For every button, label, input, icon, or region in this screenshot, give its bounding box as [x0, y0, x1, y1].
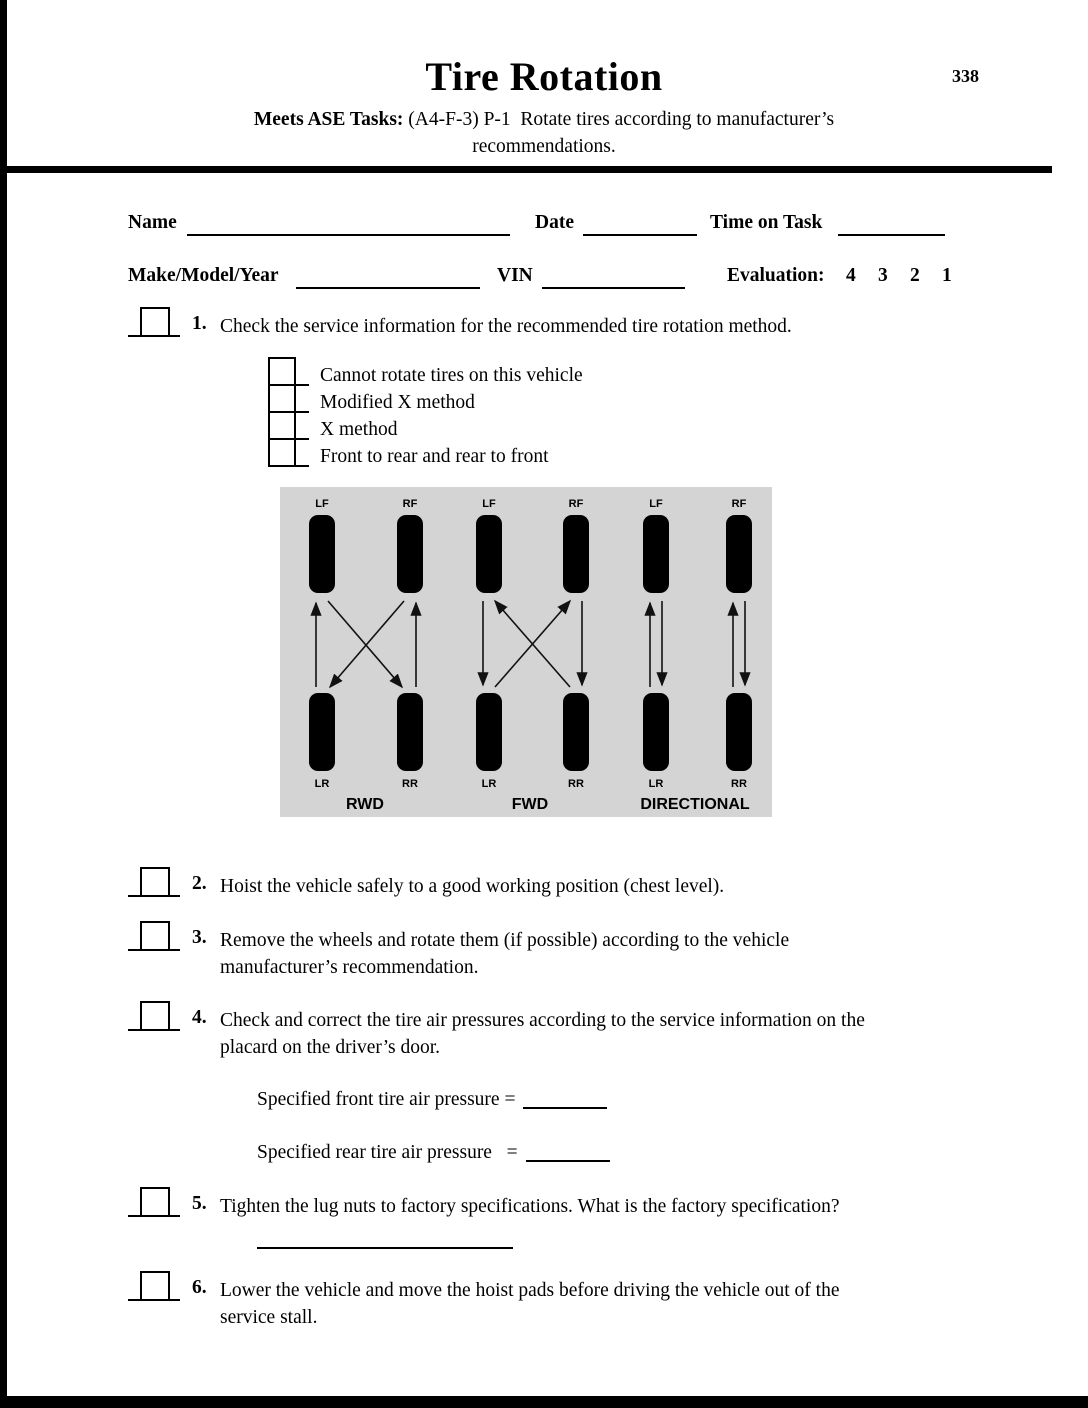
evaluation-score-3[interactable]: 3 — [878, 265, 888, 286]
evaluation-score-2[interactable]: 2 — [910, 265, 920, 286]
item-2-text — [220, 873, 1020, 900]
item-text-line: manufacturer’s recommendation. — [220, 957, 479, 978]
tire-label-lf: LF — [482, 498, 496, 510]
item-text-line: service stall. — [220, 1307, 318, 1328]
item-3-checkbox[interactable] — [140, 921, 170, 951]
tire — [309, 515, 335, 593]
item-text-line: Check the service information for the recommended tire rotation method. — [220, 316, 792, 337]
tire-label-rr: RR — [731, 778, 747, 790]
ase-tasks-label: Meets ASE Tasks: — [253, 109, 404, 130]
ase-tasks-text — [0, 106, 1088, 160]
tire — [309, 693, 335, 771]
diagram-caption-fwd: FWD — [511, 796, 549, 813]
item-text-line: Tighten the lug nuts to factory specifications. What is the factory specification? — [220, 1196, 840, 1217]
tire — [563, 515, 589, 593]
item-4-checkbox[interactable] — [140, 1001, 170, 1031]
evaluation-label: Evaluation: — [727, 265, 825, 286]
option-x-method-checkbox[interactable] — [268, 411, 296, 440]
item-text-line: Hoist the vehicle safely to a good working position (chest level). — [220, 876, 725, 897]
tire-label-lf: LF — [649, 498, 663, 510]
front-pressure-label: Specified front tire air pressure = — [257, 1089, 516, 1110]
option-front-to-rear-checkbox[interactable] — [268, 438, 296, 467]
tire — [643, 693, 669, 771]
tire — [726, 515, 752, 593]
rotation-method-options — [268, 357, 788, 469]
tire-label-lr: LR — [648, 778, 664, 790]
item-3-number: 3. — [192, 927, 207, 948]
rear-pressure-line — [257, 1142, 610, 1164]
make-model-year-label: Make/Model/Year — [128, 265, 279, 286]
date-label: Date — [535, 212, 574, 233]
item-6-number: 6. — [192, 1277, 207, 1298]
item-5-number: 5. — [192, 1193, 207, 1214]
make-model-year-field[interactable] — [296, 265, 480, 289]
tire — [476, 515, 502, 593]
tire-label-rf: RF — [568, 498, 584, 510]
item-4-text — [220, 1007, 1020, 1061]
tire — [397, 515, 423, 593]
time-on-task-field[interactable] — [838, 212, 945, 236]
item-1-text — [220, 313, 1020, 340]
tire-label-lr: LR — [481, 778, 497, 790]
item-5-checkbox[interactable] — [140, 1187, 170, 1217]
item-3-text — [220, 927, 1020, 981]
name-label: Name — [128, 212, 177, 233]
ase-tasks-description-line2: recommendations. — [472, 136, 616, 157]
rear-pressure-label: Specified rear tire air pressure = — [257, 1142, 518, 1163]
tire-label-rr: RR — [402, 778, 418, 790]
option-x-method-label: X method — [320, 419, 398, 440]
rear-pressure-field[interactable] — [526, 1142, 610, 1162]
date-field[interactable] — [583, 212, 697, 236]
option-cannot-rotate-label: Cannot rotate tires on this vehicle — [320, 365, 583, 386]
item-text-line: placard on the driver’s door. — [220, 1037, 441, 1058]
diagram-caption-directional: DIRECTIONAL — [640, 796, 750, 813]
tire-rotation-diagram — [280, 487, 772, 817]
vehicle-info-row — [0, 261, 1088, 295]
item-text-line: Lower the vehicle and move the hoist pads before driving the vehicle out of the — [220, 1280, 840, 1301]
bottom-edge-bar — [0, 1396, 1088, 1408]
item-2-number: 2. — [192, 873, 207, 894]
item-text-line: Check and correct the tire air pressures according to the service information on the — [220, 1010, 865, 1031]
item-4-number: 4. — [192, 1007, 207, 1028]
factory-spec-answer-field[interactable] — [257, 1247, 513, 1249]
header-divider — [0, 166, 1052, 173]
item-2-checkbox[interactable] — [140, 867, 170, 897]
item-1-checkbox[interactable] — [140, 307, 170, 337]
item-1-number: 1. — [192, 313, 207, 334]
option-modified-x-label: Modified X method — [320, 392, 475, 413]
evaluation-score-4[interactable]: 4 — [846, 265, 856, 286]
tire — [726, 693, 752, 771]
front-pressure-line — [257, 1089, 607, 1111]
name-date-row — [0, 208, 1088, 242]
tire-label-rf: RF — [731, 498, 747, 510]
tire-label-rf: RF — [402, 498, 418, 510]
item-text-line: Remove the wheels and rotate them (if possible) according to the vehicle — [220, 930, 790, 951]
time-on-task-label: Time on Task — [710, 212, 823, 233]
front-pressure-field[interactable] — [523, 1089, 607, 1109]
option-cannot-rotate-checkbox[interactable] — [268, 357, 296, 386]
page-title: Tire Rotation — [425, 54, 663, 99]
name-field[interactable] — [187, 212, 510, 236]
ase-tasks-description: (A4-F-3) P-1 Rotate tires according to manufacturer’s — [403, 109, 835, 130]
option-modified-x-checkbox[interactable] — [268, 384, 296, 413]
tire-label-lr: LR — [314, 778, 330, 790]
item-6-checkbox[interactable] — [140, 1271, 170, 1301]
option-front-to-rear-label: Front to rear and rear to front — [320, 446, 549, 467]
tire — [563, 693, 589, 771]
tire — [476, 693, 502, 771]
item-5-text — [220, 1193, 1020, 1220]
tire-label-lf: LF — [315, 498, 329, 510]
vin-field[interactable] — [542, 265, 685, 289]
tire-label-rr: RR — [568, 778, 584, 790]
item-6-text — [220, 1277, 1020, 1331]
diagram-caption-rwd: RWD — [346, 796, 384, 813]
page-number: 338 — [952, 66, 979, 86]
tire — [397, 693, 423, 771]
evaluation-score-1[interactable]: 1 — [942, 265, 952, 286]
tire — [643, 515, 669, 593]
vin-label: VIN — [497, 265, 533, 286]
